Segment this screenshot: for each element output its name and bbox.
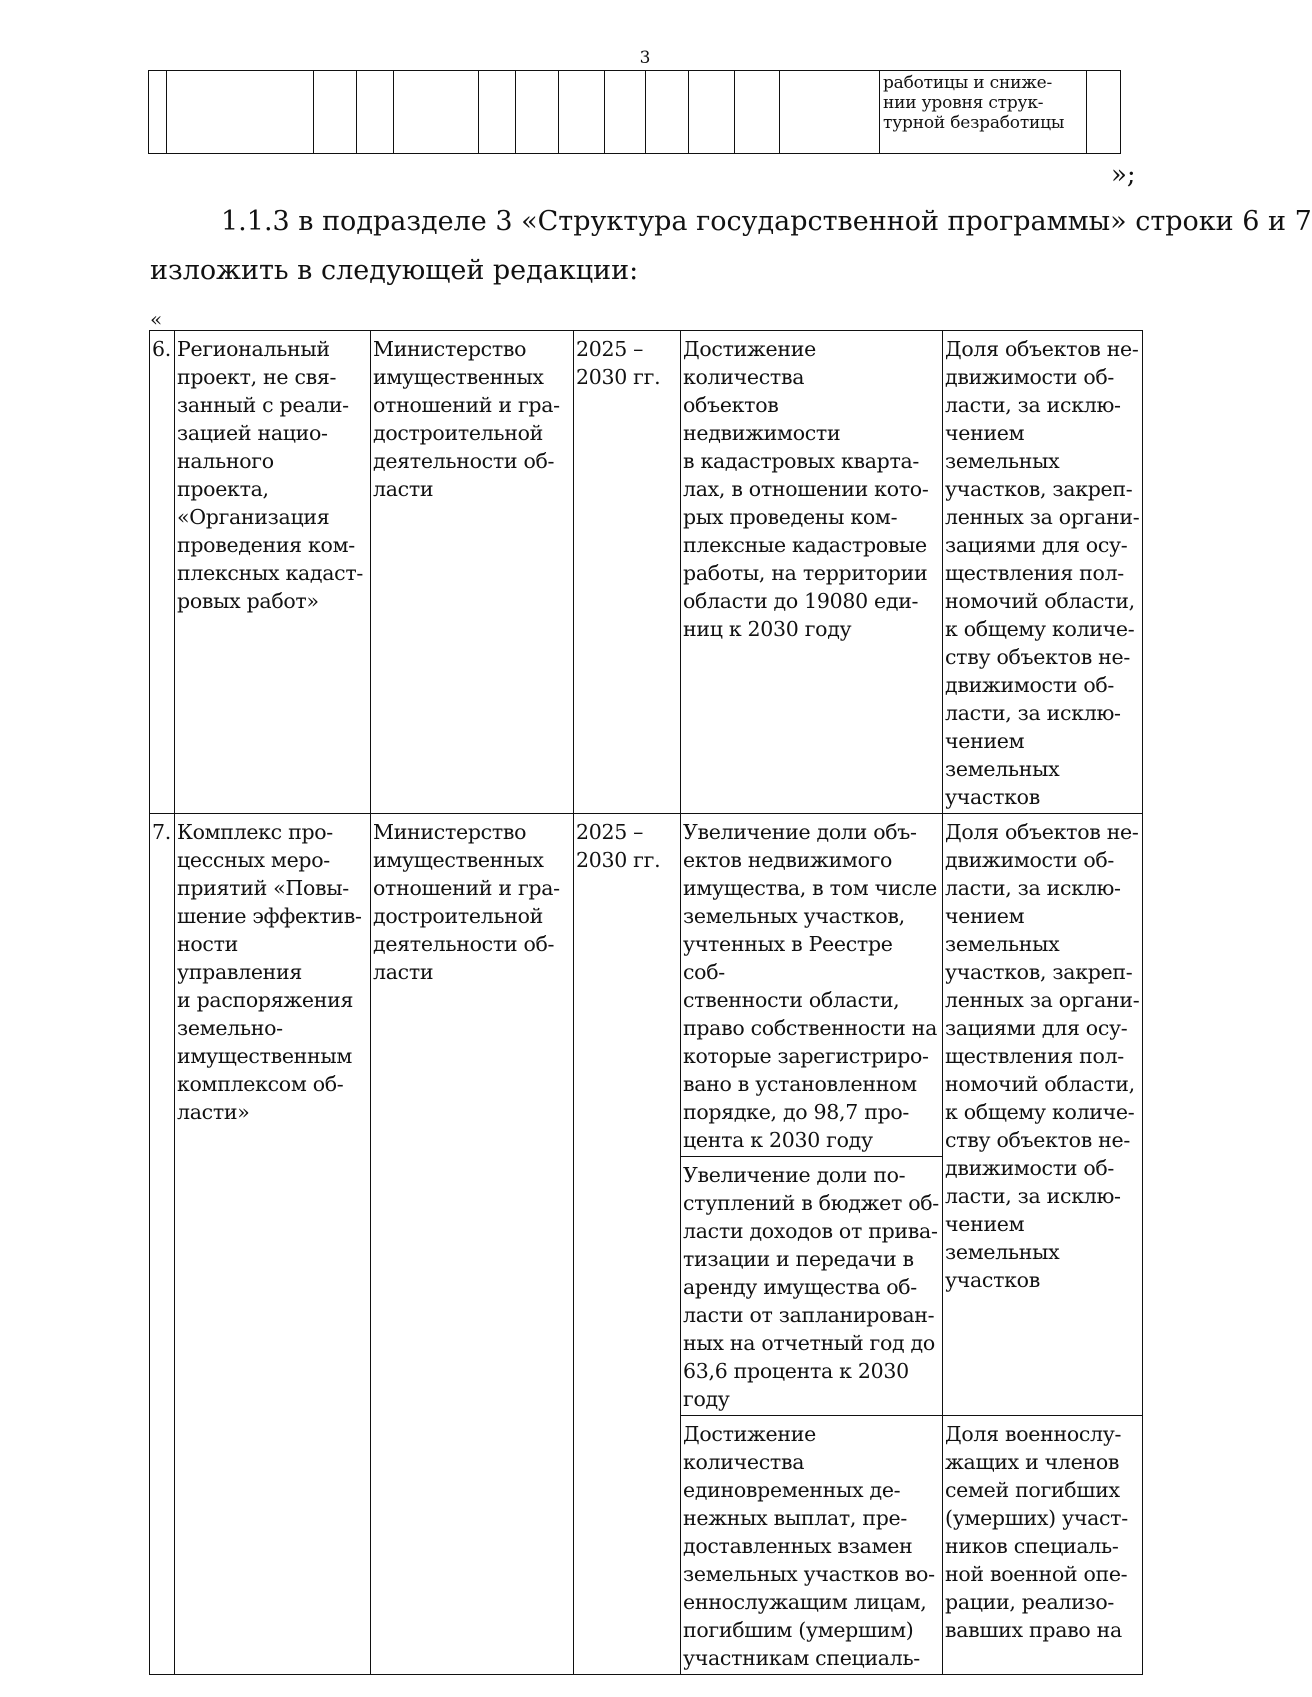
table-row: [150, 814, 1143, 1157]
structural-element-name: Комплекс про- цессных меро- приятий «Повы- шение эффектив- ности управления и распоряжения земельно- имущественным комплексом об- ласти»: [175, 814, 371, 1675]
empty-cell: [735, 71, 780, 154]
empty-cell: [1087, 71, 1121, 154]
task-description: Достижение количества единовременных де- нежных выплат, пре- доставленных взамен земельных участков во- еннослужащим лицам, погибшим (умершим) участникам специаль-: [681, 1416, 943, 1675]
implementation-period: 2025 – 2030 гг.: [574, 814, 681, 1675]
responsible-body: Министерство имущественных отношений и гра- достроительной деятельности об- ласти: [371, 814, 574, 1675]
indicator-link: Доля объектов не- движимости об- ласти, за исклю- чением земельных участков, закреп- ленных за органи- зациями для осу- ществления пол- номочий области, к общему количе- ству объектов не- движимости об- ласти, за исклю- чением земельных участков: [943, 814, 1143, 1416]
indicator-link: Доля объектов не- движимости об- ласти, за исклю- чением земельных участков, закреп- ленных за органи- зациями для осу- ществления пол- номочий области, к общему количе- ству объектов не- движимости об- ласти, за исклю- чением земельных участков: [943, 331, 1143, 814]
continuation-table: [148, 70, 1121, 154]
task-description: Увеличение доли по- ступлений в бюджет об- ласти доходов от прива- тизации и передачи в аренду имущества об- ласти от запланирован- ных на отчетный год до 63,6 процента к 2030 году: [681, 1157, 943, 1416]
task-description: Достижение количества объектов недвижимости в кадастровых кварта- лах, в отношении кото- рых проведены ком- плексные кадастровые работы, на территории области до 19080 еди- ниц к 2030 году: [681, 331, 943, 814]
empty-cell: [689, 71, 735, 154]
empty-cell: [149, 71, 167, 154]
empty-cell: [479, 71, 516, 154]
program-structure-table: [149, 330, 1143, 1675]
empty-cell: [646, 71, 689, 154]
empty-cell: [780, 71, 880, 154]
opening-quote: «: [150, 307, 163, 331]
empty-cell: [516, 71, 559, 154]
amendment-paragraph-line1: 1.1.3 в подразделе 3 «Структура государственной программы» строки 6 и 7: [221, 206, 1312, 237]
table-row: [150, 331, 1143, 814]
implementation-period: 2025 – 2030 гг.: [574, 331, 681, 814]
closing-quote: »;: [1111, 160, 1136, 190]
page-number: 3: [639, 48, 651, 68]
task-description: Увеличение доли объ- ектов недвижимого имущества, в том числе земельных участков, учтенных в Реестре соб- ственности области, право собственности на которые зарегистриро- вано в установленном порядке, до 98,7 про- цента к 2030 году: [681, 814, 943, 1157]
row-number: 7.: [150, 814, 175, 1675]
empty-cell: [394, 71, 479, 154]
structural-element-name: Региональный проект, не свя- занный с реали- зацией нацио- нального проекта, «Организация проведения ком- плексных кадаст- ровых работ»: [175, 331, 371, 814]
empty-cell: [314, 71, 357, 154]
responsible-body: Министерство имущественных отношений и гра- достроительной деятельности об- ласти: [371, 331, 574, 814]
row-number: 6.: [150, 331, 175, 814]
empty-cell: [605, 71, 646, 154]
amendment-paragraph-line2: изложить в следующей редакции:: [150, 255, 639, 286]
empty-cell: [357, 71, 394, 154]
empty-cell: [167, 71, 314, 154]
fragment-text-cell: работицы и сниже- нии уровня струк- турной безработицы: [880, 71, 1087, 154]
empty-cell: [559, 71, 605, 154]
indicator-link: Доля военнослу- жащих и членов семей погибших (умерших) участ- ников специаль- ной военной опе- рации, реализо- вавших право на: [943, 1416, 1143, 1675]
